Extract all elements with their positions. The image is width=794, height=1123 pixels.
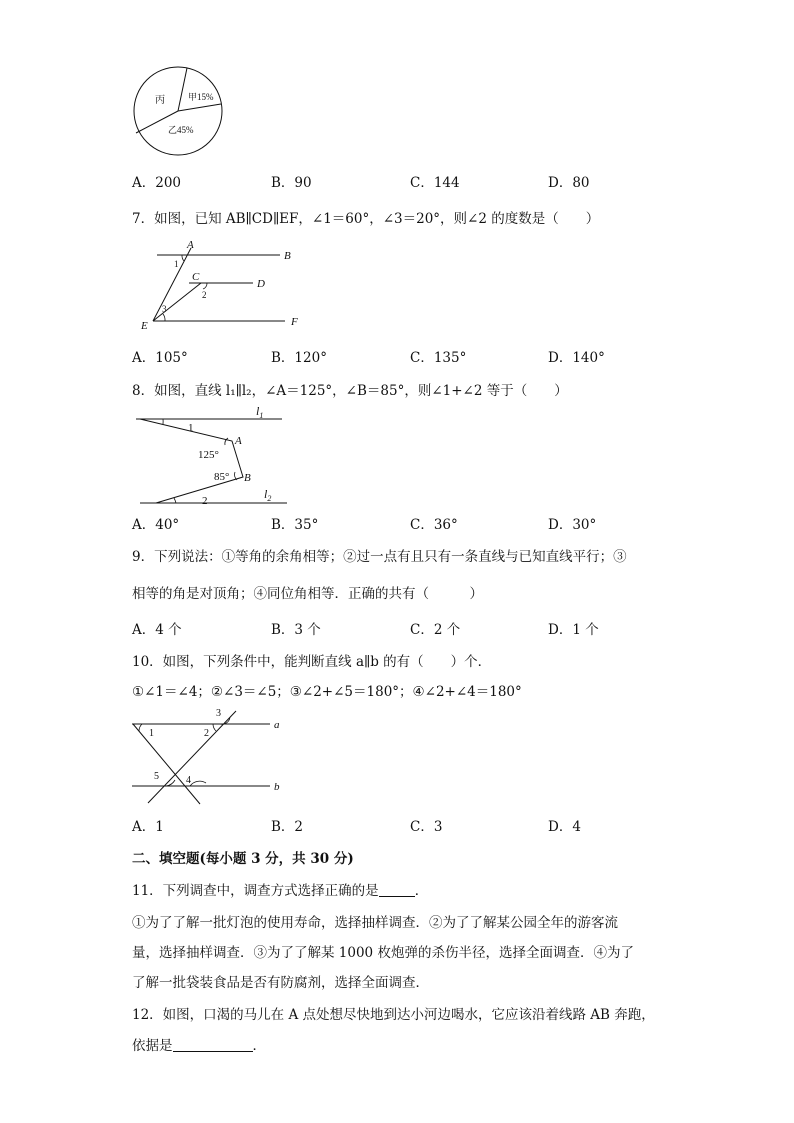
q7-angle-2: 2 bbox=[202, 290, 207, 300]
q8-angle-b-value: 85° bbox=[214, 471, 230, 483]
q10-option-c: C．3 bbox=[410, 819, 443, 835]
q10-angle-2: 2 bbox=[204, 728, 209, 739]
pie-label-bing: 丙 bbox=[155, 95, 165, 106]
q11-line-2: 量，选择抽样调查．③为了了解某 1000 枚炮弹的杀伤半径，选择全面调查．④为了 bbox=[132, 945, 634, 961]
pie-chart-figure bbox=[128, 62, 228, 162]
q8-figure bbox=[132, 400, 292, 510]
pie-label-yi: 乙45% bbox=[168, 125, 194, 135]
q11-answer-blank[interactable] bbox=[379, 896, 415, 897]
q6-option-a: A．200 bbox=[132, 175, 182, 191]
q7-angle-3: 3 bbox=[162, 304, 167, 314]
q7-angle-1: 1 bbox=[174, 259, 179, 269]
q8-angle-a-value: 125° bbox=[198, 449, 219, 461]
q10-angle-5: 5 bbox=[154, 771, 159, 782]
q7-option-c: C．135° bbox=[410, 350, 467, 366]
q6-option-b: B．90 bbox=[271, 175, 312, 191]
q10-option-d: D．4 bbox=[548, 819, 581, 835]
q8-label-l2: $l_2$ bbox=[264, 487, 272, 503]
q12-line-1: 12．如图，口渴的马儿在 A 点处想尽快地到达小河边喝水，它应该沿着线路 AB 奔跑， bbox=[132, 1007, 655, 1023]
q9-option-d: D．1 个 bbox=[548, 622, 599, 638]
q8-label-l1: $l_1$ bbox=[256, 404, 264, 420]
q11-line-3: 了解一批袋装食品是否有防腐剂，选择全面调查． bbox=[132, 975, 429, 991]
q10-angle-1: 1 bbox=[149, 728, 154, 739]
q9-line-1: 9．下列说法：①等角的余角相等；②过一点有且只有一条直线与已知直线平行；③ bbox=[132, 549, 627, 565]
q8-option-c: C．36° bbox=[410, 517, 458, 533]
q10-line-1: 10．如图，下列条件中，能判断直线 a∥b 的有（ ）个． bbox=[132, 654, 492, 670]
q9-option-b: B．3 个 bbox=[271, 622, 321, 638]
q10-line-2: ①∠1＝∠4；②∠3＝∠5；③∠2+∠5＝180°；④∠2+∠4＝180° bbox=[132, 684, 522, 700]
q8-label-a: A bbox=[235, 435, 242, 447]
q10-option-b: B．2 bbox=[271, 819, 304, 835]
q7-option-b: B．120° bbox=[271, 350, 327, 366]
q10-angle-3: 3 bbox=[216, 708, 221, 719]
q8-option-d: D．30° bbox=[548, 517, 597, 533]
q10-figure bbox=[130, 704, 290, 808]
q9-line-2: 相等的角是对顶角；④同位角相等．正确的共有（ ） bbox=[132, 586, 483, 602]
q10-label-b: b bbox=[274, 781, 280, 793]
q10-label-a: a bbox=[274, 719, 280, 731]
q8-option-a: A．40° bbox=[132, 517, 180, 533]
q12-answer-blank[interactable] bbox=[173, 1051, 253, 1052]
q6-option-c: C．144 bbox=[410, 175, 460, 191]
q7-option-d: D．140° bbox=[548, 350, 605, 366]
q11-stem: 11．下列调查中，调查方式选择正确的是 ． bbox=[132, 883, 429, 899]
q7-stem: 7．如图，已知 AB∥CD∥EF，∠1＝60°，∠3＝20°，则∠2 的度数是（ ） bbox=[132, 211, 600, 227]
q7-label-f: F bbox=[291, 316, 298, 328]
q10-option-a: A．1 bbox=[132, 819, 164, 835]
q8-angle-1: 1 bbox=[188, 422, 194, 434]
q7-label-c: C bbox=[192, 271, 200, 283]
q8-angle-2: 2 bbox=[202, 495, 208, 507]
pie-label-jia: 甲15% bbox=[188, 92, 214, 102]
q12-line-2: 依据是 ． bbox=[132, 1038, 266, 1054]
q7-label-e: E bbox=[141, 320, 148, 332]
q11-line-1: ①为了了解一批灯泡的使用寿命，选择抽样调查．②为了了解某公园全年的游客流 bbox=[132, 915, 618, 931]
q8-option-b: B．35° bbox=[271, 517, 319, 533]
q7-figure bbox=[135, 236, 305, 334]
q9-option-c: C．2 个 bbox=[410, 622, 461, 638]
q7-option-a: A．105° bbox=[132, 350, 188, 366]
q7-label-b: B bbox=[284, 250, 291, 262]
q9-option-a: A．4 个 bbox=[132, 622, 182, 638]
q8-stem: 8．如图，直线 l₁∥l₂，∠A＝125°，∠B＝85°，则∠1+∠2 等于（ ） bbox=[132, 383, 568, 399]
q7-label-a: A bbox=[187, 239, 194, 251]
q7-label-d: D bbox=[257, 278, 265, 290]
q10-angle-4: 4 bbox=[186, 775, 191, 786]
q8-label-b: B bbox=[244, 472, 251, 484]
section-2-title: 二、填空题(每小题 3 分，共 30 分) bbox=[132, 851, 354, 867]
q6-option-d: D．80 bbox=[548, 175, 590, 191]
